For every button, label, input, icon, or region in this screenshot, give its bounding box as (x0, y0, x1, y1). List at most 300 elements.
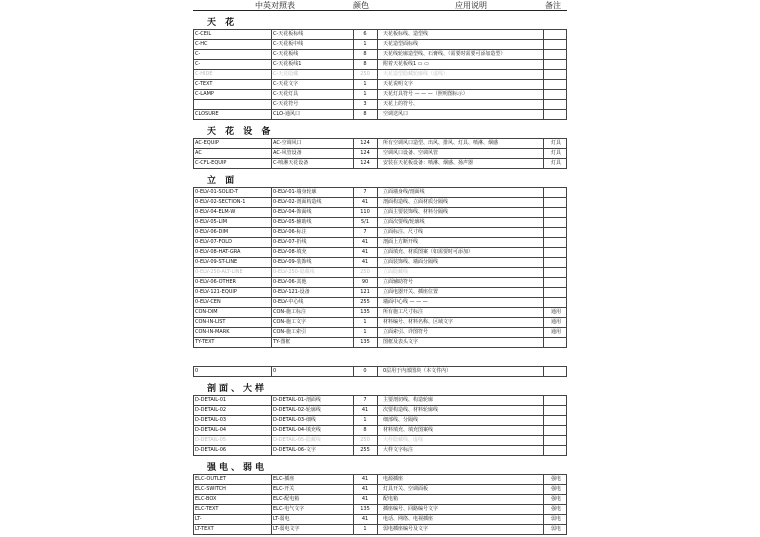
layer-name: 0-ELV-05-辅助线 (273, 219, 312, 225)
color-index: 250 (360, 269, 370, 275)
table-row (193, 248, 567, 258)
color-index: 5/1 (360, 219, 370, 225)
cell-divider (353, 40, 354, 49)
layer-code: C-LAMP (195, 91, 214, 97)
table-row (193, 187, 567, 198)
cell-divider (566, 188, 567, 197)
cell-divider (193, 485, 194, 494)
cell-divider (193, 367, 194, 376)
layer-code: D-DETAIL-04 (195, 427, 227, 433)
color-index: 41 (361, 486, 369, 492)
layer-name: LT-弱电文字 (273, 526, 300, 532)
sections (193, 11, 567, 535)
layer-code: ELC-SWITCH (195, 486, 226, 492)
cell-divider (377, 30, 378, 39)
cell-divider (271, 416, 272, 425)
remark: 灯具 (550, 150, 561, 156)
layer-name: 0-ELV-250-隐藏线 (273, 269, 315, 275)
cell-divider (377, 238, 378, 247)
cell-divider (566, 30, 567, 39)
usage-description: 天花上的符号、 (383, 101, 419, 107)
layer-name: D-DETAIL-01-剖面线 (273, 397, 321, 403)
section-title-text: 强电、弱电 (207, 463, 268, 473)
color-index: 41 (361, 249, 369, 255)
table-row (193, 80, 567, 90)
table-row (193, 318, 567, 328)
cell-divider (193, 278, 194, 287)
cell-divider (566, 446, 567, 455)
cell-divider (566, 218, 567, 227)
layer-code: ELC-BOX (195, 496, 217, 502)
cell-divider (566, 288, 567, 297)
cell-divider (566, 396, 567, 405)
table-row (193, 474, 567, 485)
table-row (193, 198, 567, 208)
layer-name: C-天花板中线 (273, 41, 304, 47)
cell-divider (566, 228, 567, 237)
table-row (193, 29, 567, 40)
table-row (193, 218, 567, 228)
cell-divider (353, 436, 354, 445)
cell-divider (353, 406, 354, 415)
usage-description: 次要构造线、材料轮廓线 (383, 407, 439, 413)
remark: 灯具 (550, 160, 561, 166)
usage-description: 天花造型面标线 (383, 41, 419, 47)
remark: 弱电 (550, 526, 561, 532)
layer-code: C-CFL-EQUIP (195, 160, 227, 166)
cell-divider (271, 238, 272, 247)
remark: 强电 (550, 486, 561, 492)
table-row (193, 416, 567, 426)
cell-divider (566, 248, 567, 257)
layer-name: ELC-插座 (273, 476, 295, 482)
usage-description: 立面隐藏线 (383, 269, 409, 275)
usage-description: 电源插座 (383, 476, 404, 482)
cell-divider (377, 318, 378, 327)
color-index: 1 (363, 81, 367, 87)
cell-divider (193, 248, 194, 257)
layer-code: C-CEIL (195, 31, 212, 37)
layer-code: 0-ELV-08-HAT-GRA (195, 249, 241, 255)
cell-divider (566, 80, 567, 89)
layer-code: CON-IN-LIST (195, 319, 226, 325)
usage-description: 主要剖切线、构造轮廓 (383, 397, 434, 403)
cell-divider (271, 278, 272, 287)
cell-divider (353, 228, 354, 237)
layer-name: AC-风管设备 (273, 150, 302, 156)
table-row (193, 426, 567, 436)
section-title (193, 377, 567, 395)
cell-divider (271, 208, 272, 217)
cell-divider (377, 268, 378, 277)
cell-divider (353, 416, 354, 425)
header-title: 中英对照表 (255, 1, 295, 10)
cell-divider (193, 238, 194, 247)
usage-description: 所有空调风口造型、出风、排风、灯具、喷淋、烟感 (383, 140, 499, 146)
cell-divider (271, 396, 272, 405)
table-row (193, 436, 567, 446)
cell-divider (193, 406, 194, 415)
cell-divider (566, 100, 567, 109)
table-row (193, 446, 567, 456)
cell-divider (377, 208, 378, 217)
cell-divider (377, 298, 378, 307)
cell-divider (377, 367, 378, 376)
cell-divider (193, 446, 194, 455)
cell-divider (377, 90, 378, 99)
cell-divider (377, 50, 378, 59)
color-index: 41 (361, 199, 369, 205)
table-row (193, 515, 567, 525)
layer-name: CLO-通风口 (273, 111, 300, 117)
layer-code: CLOSURE (195, 111, 219, 117)
usage-description: 墙面中心线 — — — (383, 299, 428, 305)
cell-divider (377, 436, 378, 445)
cell-divider (271, 505, 272, 514)
layer-code: 0-ELV-09-ST-LINE (195, 259, 238, 265)
usage-description: 立面标注、尺寸线 (383, 229, 424, 235)
cell-divider (193, 159, 194, 168)
cell-divider (271, 436, 272, 445)
cell-divider (377, 416, 378, 425)
header-color: 颜色 (353, 1, 369, 10)
cell-divider (353, 515, 354, 524)
cell-divider (377, 198, 378, 207)
cell-divider (377, 485, 378, 494)
cell-divider (353, 100, 354, 109)
cell-divider (353, 70, 354, 79)
cell-divider (566, 426, 567, 435)
cell-divider (193, 258, 194, 267)
layer-code: AC (195, 150, 202, 156)
cell-divider (377, 446, 378, 455)
cell-divider (353, 318, 354, 327)
cell-divider (193, 50, 194, 59)
usage-description: 配电箱 (383, 496, 399, 502)
cell-divider (377, 495, 378, 504)
color-index: 41 (361, 407, 369, 413)
layer-name: AC-空调风口 (273, 140, 302, 146)
cell-divider (377, 525, 378, 534)
layer-code: D-DETAIL-05 (195, 437, 227, 443)
color-index: 250 (360, 437, 370, 443)
cell-divider (193, 60, 194, 69)
layer-name: LT-弱电 (273, 516, 290, 522)
usage-description: 天花造型隐藏轮廓线（虚线） (383, 71, 449, 77)
cell-divider (353, 258, 354, 267)
header-remarks: 备注 (545, 1, 561, 10)
layer-code: 0-ELV-04-ELM-W (195, 209, 236, 215)
usage-description: 立面装饰线、墙面分隔线 (383, 259, 439, 265)
layer-code: CON-IN-MARK (195, 329, 230, 335)
layer-code: 0-ELV-02-SECTION-1 (195, 199, 246, 205)
color-index: 135 (360, 309, 370, 315)
layer-code: LT-TEXT (195, 526, 214, 532)
layer-name: 0-ELV-04-饰面线 (273, 209, 312, 215)
cell-divider (271, 338, 272, 347)
cell-divider (353, 248, 354, 257)
layer-code: ELC-TEXT (195, 506, 219, 512)
cell-divider (377, 505, 378, 514)
cell-divider (271, 50, 272, 59)
cell-divider (353, 278, 354, 287)
cell-divider (193, 80, 194, 89)
layer-name: ELC-电气文字 (273, 506, 305, 512)
layer-name: 0-ELV-09-装饰线 (273, 259, 312, 265)
usage-description: 大样文字标注 (383, 447, 414, 453)
section-title (193, 11, 567, 29)
remark: 弱电 (550, 516, 561, 522)
cell-divider (353, 188, 354, 197)
cell-divider (271, 258, 272, 267)
cell-divider (193, 149, 194, 158)
cell-divider (377, 515, 378, 524)
layer-name: 0-ELV-06-标注 (273, 229, 307, 235)
layer-code: LT- (195, 516, 202, 522)
cell-divider (193, 308, 194, 317)
cell-divider (271, 218, 272, 227)
table-row (193, 238, 567, 248)
cell-divider (353, 268, 354, 277)
cell-divider (377, 426, 378, 435)
cell-divider (353, 50, 354, 59)
cell-divider (566, 278, 567, 287)
cell-divider (566, 40, 567, 49)
cell-divider (193, 436, 194, 445)
cell-divider (271, 248, 272, 257)
cell-divider (566, 338, 567, 347)
cell-divider (353, 208, 354, 217)
table-row (193, 338, 567, 348)
section-title-text: 天 花 设 备 (207, 127, 274, 137)
cell-divider (271, 495, 272, 504)
layer-name: D-DETAIL-02-轮廓线 (273, 407, 321, 413)
cell-divider (566, 110, 567, 119)
layer-name: D-DETAIL-05-隐藏线 (273, 437, 321, 443)
table-row (193, 328, 567, 338)
usage-description: 天花板标线、造型线 (383, 31, 429, 37)
table-row (193, 485, 567, 495)
usage-description: 材料填充、填充图案线 (383, 427, 434, 433)
cell-divider (193, 110, 194, 119)
cell-divider (271, 525, 272, 534)
usage-description: 大样隐藏线、虚线 (383, 437, 424, 443)
cell-divider (353, 505, 354, 514)
color-index: 1 (363, 91, 367, 97)
cell-divider (377, 110, 378, 119)
color-index: 124 (360, 140, 370, 146)
cell-divider (566, 416, 567, 425)
usage-description: 立面辅助符号 (383, 279, 414, 285)
cell-divider (353, 338, 354, 347)
cell-divider (353, 238, 354, 247)
table-row (193, 268, 567, 278)
color-index: 8 (363, 51, 367, 57)
layer-code: TY-TEXT (195, 339, 215, 345)
cell-divider (353, 308, 354, 317)
cell-divider (353, 446, 354, 455)
table-row (193, 70, 567, 80)
usage-description: 材料编号、材料名称、区域文字 (383, 319, 454, 325)
table-row (193, 60, 567, 70)
layer-name: C-天花符号 (273, 101, 299, 107)
usage-description: 剖面上方断开线 (383, 239, 419, 245)
table-row (193, 40, 567, 50)
layer-code: D-DETAIL-01 (195, 397, 227, 403)
cell-divider (271, 80, 272, 89)
table-row (193, 208, 567, 218)
cell-divider (193, 328, 194, 337)
cell-divider (271, 318, 272, 327)
cell-divider (193, 515, 194, 524)
cell-divider (566, 70, 567, 79)
cell-divider (377, 278, 378, 287)
remark: 强电 (550, 476, 561, 482)
cell-divider (193, 396, 194, 405)
section-title-text: 剖面、大样 (207, 384, 268, 394)
color-index: 41 (361, 476, 369, 482)
cell-divider (377, 139, 378, 148)
cell-divider (566, 268, 567, 277)
cell-divider (377, 396, 378, 405)
usage-description: 细部线、分隔线 (383, 417, 419, 423)
usage-description: 插座编号、回路编号文字 (383, 506, 439, 512)
layer-name: 0-ELV-02-剖面构造线 (273, 199, 322, 205)
table-row (193, 138, 567, 149)
cell-divider (566, 298, 567, 307)
color-index: 255 (360, 447, 370, 453)
color-index: 1 (363, 329, 367, 335)
layer-name: 0-ELV-121-设备 (273, 289, 310, 295)
layer-name: CON-施工文字 (273, 319, 306, 325)
cell-divider (353, 159, 354, 168)
legend-sheet (193, 0, 567, 535)
usage-description: 剖面构造线、立面材质分隔线 (383, 199, 449, 205)
usage-description: 立面墙身线/剖面线 (383, 189, 425, 195)
layer-code: 0-ELV-06-DIM (195, 229, 229, 235)
layer-name: CON-施工索引 (273, 329, 306, 335)
table-row (193, 495, 567, 505)
cell-divider (193, 70, 194, 79)
color-index: 135 (360, 506, 370, 512)
table-row (193, 149, 567, 159)
section-title (193, 456, 567, 474)
cell-divider (271, 515, 272, 524)
table-row (193, 366, 567, 377)
usage-description: 灯具开关、空调面板 (383, 486, 429, 492)
section-title-text: 立 面 (207, 176, 238, 186)
color-index: 7 (363, 397, 367, 403)
cell-divider (193, 525, 194, 534)
cell-divider (271, 100, 272, 109)
layer-code: 0-ELV-01-SOLID-T (195, 189, 239, 195)
color-index: 90 (361, 279, 369, 285)
usage-description: 安装在天花板设备：喷淋、烟感、扬声器 (383, 160, 474, 166)
cell-divider (193, 495, 194, 504)
layer-code: D-DETAIL-02 (195, 407, 227, 413)
cell-divider (193, 40, 194, 49)
section-title (193, 120, 567, 138)
usage-description: 立面填充、材质图案（如需要时可添加） (383, 249, 474, 255)
cell-divider (377, 218, 378, 227)
remark: 通用 (550, 319, 561, 325)
cell-divider (566, 406, 567, 415)
color-index: 3 (363, 101, 367, 107)
layer-name: C-天花板线1 (273, 61, 302, 67)
layer-name: CON-施工标注 (273, 309, 306, 315)
section-title (193, 169, 567, 187)
cell-divider (193, 139, 194, 148)
cell-divider (377, 188, 378, 197)
color-index: 1 (363, 417, 367, 423)
cell-divider (271, 288, 272, 297)
cell-divider (271, 60, 272, 69)
remark: 灯具 (550, 140, 561, 146)
cell-divider (193, 318, 194, 327)
section-title-text: 天 花 (207, 18, 238, 28)
layer-name: C-天花灯具 (273, 91, 299, 97)
layer-name: 0-ELV-中心线 (273, 299, 304, 305)
color-index: 1 (363, 41, 367, 47)
cell-divider (566, 238, 567, 247)
color-index: 124 (360, 150, 370, 156)
cell-divider (353, 328, 354, 337)
cell-divider (193, 228, 194, 237)
cell-divider (353, 495, 354, 504)
color-index: 8 (363, 111, 367, 117)
cell-divider (271, 110, 272, 119)
cell-divider (566, 50, 567, 59)
layer-name: C-天花文字 (273, 81, 299, 87)
usage-description: 立面电器开关、插座位置 (383, 289, 439, 295)
cell-divider (377, 100, 378, 109)
layer-name: C-喷淋天花设备 (273, 160, 309, 166)
cell-divider (353, 367, 354, 376)
layer-code: AC-EQUIP (195, 140, 219, 146)
cell-divider (271, 308, 272, 317)
color-index: 1 (363, 319, 367, 325)
color-index: 6 (363, 31, 367, 37)
cell-divider (271, 30, 272, 39)
usage-description: 立面主要装饰线、材料分隔线 (383, 209, 449, 215)
cell-divider (193, 30, 194, 39)
cell-divider (353, 525, 354, 534)
layer-code: C-TEXT (195, 81, 213, 87)
cell-divider (377, 258, 378, 267)
layer-code: 0-ELV-121-EQUIP (195, 289, 237, 295)
cell-divider (377, 248, 378, 257)
usage-description: 立面次要线/轮廓线 (383, 219, 425, 225)
layer-code: C- (195, 61, 201, 67)
table-row (193, 110, 567, 120)
color-index: 7 (363, 189, 367, 195)
layer-name: 0-ELV-06-其他 (273, 279, 307, 285)
cell-divider (271, 446, 272, 455)
cell-divider (193, 426, 194, 435)
table-header (193, 0, 567, 11)
cell-divider (271, 40, 272, 49)
cell-divider (377, 80, 378, 89)
table-row (193, 228, 567, 238)
cell-divider (193, 208, 194, 217)
cell-divider (193, 505, 194, 514)
cell-divider (353, 288, 354, 297)
cell-divider (353, 149, 354, 158)
layer-name: D-DETAIL-04-填充线 (273, 427, 321, 433)
cell-divider (271, 188, 272, 197)
table-row (193, 50, 567, 60)
table-row (193, 258, 567, 268)
